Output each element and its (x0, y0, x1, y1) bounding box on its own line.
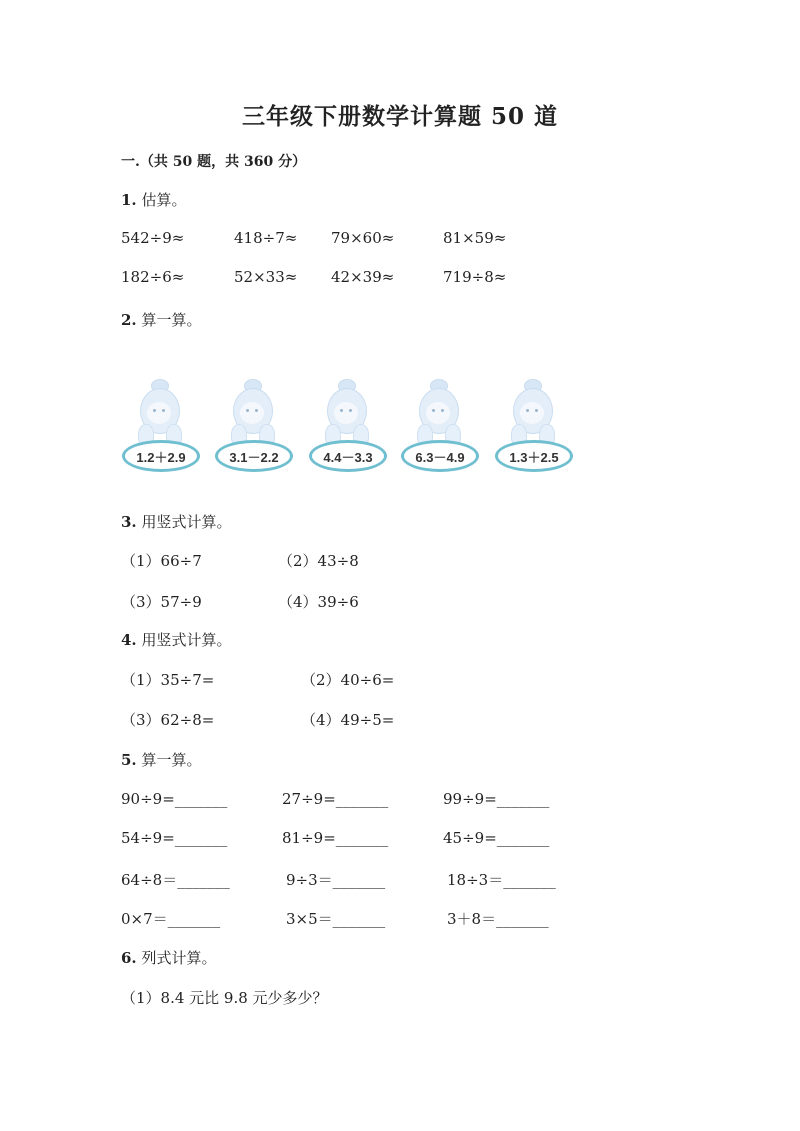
estimate-item: 42×39≈ (331, 268, 395, 286)
fill-blank-item: 45÷9=_______ (443, 829, 550, 847)
question-4-header (121, 629, 231, 650)
division-item: （1）66÷7 (121, 552, 202, 570)
fill-blank-item: 54÷9=_______ (121, 829, 228, 847)
girl-card (309, 380, 383, 470)
question-text: 用竖式计算。 (141, 513, 232, 531)
question-number: 6. (121, 949, 137, 967)
question-6-header (121, 947, 216, 968)
estimate-item: 542÷9≈ (121, 229, 185, 247)
fill-blank-item: 18÷3＝_______ (447, 871, 556, 889)
girl-card (495, 380, 569, 470)
question-5-header (121, 749, 201, 770)
question-text: 算一算。 (141, 311, 202, 329)
page-title: 三年级下册数学计算题 50 道 (241, 103, 559, 130)
word-problem-item: （1）8.4 元比 9.8 元少多少？ (121, 989, 328, 1007)
question-number: 1. (121, 191, 137, 209)
fill-blank-item: 3＋8＝_______ (447, 910, 549, 928)
expression-oval: 1.3＋2.5 (495, 440, 573, 472)
division-item: （4）39÷6 (278, 593, 359, 611)
division-item: （3）62÷8= (121, 711, 215, 729)
expression-oval: 4.4－3.3 (309, 440, 387, 472)
fill-blank-item: 64÷8＝_______ (121, 871, 230, 889)
question-2-header (121, 309, 201, 330)
question-text: 算一算。 (141, 751, 202, 769)
question-number: 3. (121, 513, 137, 531)
fill-blank-item: 81÷9=_______ (282, 829, 389, 847)
fill-blank-item: 27÷9=_______ (282, 790, 389, 808)
girl-card (401, 380, 475, 470)
expression-oval: 6.3－4.9 (401, 440, 479, 472)
fill-blank-item: 0×7＝_______ (121, 910, 221, 928)
expression-oval: 3.1－2.2 (215, 440, 293, 472)
question-text: 用竖式计算。 (141, 631, 232, 649)
estimate-item: 719÷8≈ (443, 268, 507, 286)
question-number: 5. (121, 751, 137, 769)
question-text: 列式计算。 (141, 949, 217, 967)
question-number: 4. (121, 631, 137, 649)
estimate-item: 81×59≈ (443, 229, 507, 247)
estimate-item: 182÷6≈ (121, 268, 185, 286)
expression-oval: 1.2＋2.9 (122, 440, 200, 472)
girl-card (122, 380, 196, 470)
question-1-header (121, 189, 186, 210)
estimate-item: 418÷7≈ (234, 229, 298, 247)
fill-blank-item: 90÷9=_______ (121, 790, 228, 808)
section-header: 一.（共 50 题，共 360 分） (121, 154, 307, 170)
estimate-item: 52×33≈ (234, 268, 298, 286)
fill-blank-item: 3×5＝_______ (286, 910, 386, 928)
question-3-header (121, 511, 231, 532)
fill-blank-item: 9÷3＝_______ (286, 871, 386, 889)
division-item: （4）49÷5= (301, 711, 395, 729)
fill-blank-item: 99÷9=_______ (443, 790, 550, 808)
division-item: （2）43÷8 (278, 552, 359, 570)
division-item: （2）40÷6= (301, 671, 395, 689)
division-item: （3）57÷9 (121, 593, 202, 611)
estimate-item: 79×60≈ (331, 229, 395, 247)
question-number: 2. (121, 311, 137, 329)
question-text: 估算。 (141, 191, 187, 209)
division-item: （1）35÷7= (121, 671, 215, 689)
girl-card (215, 380, 289, 470)
